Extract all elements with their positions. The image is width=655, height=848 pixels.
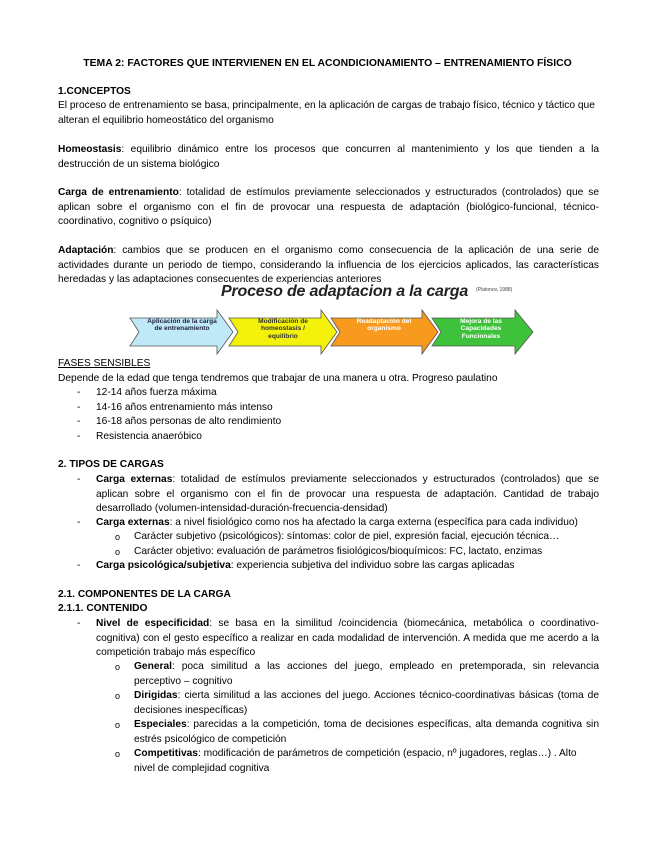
carga-definition: : totalidad de estímulos previamente seleccionados y estructurados (controlados) que se aplican sobre el organismo con el fin de provocar una respuesta de adaptación (biológico-funcional, técnico-coordinativo, cognitivo o psíquico) xyxy=(58,187,599,228)
arrow-step-2-label: Modificación de homeostasis / equilibrio xyxy=(258,318,308,340)
section-heading-conceptos: 1.CONCEPTOS xyxy=(58,86,131,97)
section-heading-componentes: 2.1. COMPONENTES DE LA CARGA xyxy=(58,589,231,600)
conceptos-intro: El proceso de entrenamiento se basa, principalmente, en la aplicación de cargas de trabajo físico, técnico y táctico que alteran el equilibrio homeostático del organismo xyxy=(58,100,595,126)
subsection-heading-contenido: 2.1.1. CONTENIDO xyxy=(58,603,148,614)
homeostasis-term: Homeostasis xyxy=(58,144,122,155)
adaptacion-term: Adaptación xyxy=(58,245,114,256)
diagram-title: Proceso de adaptacion a la carga xyxy=(221,283,469,300)
carga-term: Carga de entrenamiento xyxy=(58,187,179,198)
section-heading-tipos: 2. TIPOS DE CARGAS xyxy=(58,459,164,470)
fases-heading: FASES SENSIBLES xyxy=(58,358,151,369)
arrow-step-4-label: Mejora de las Capacidades Funcionales xyxy=(460,318,502,340)
diagram-source: (Platonov, 1988) xyxy=(476,287,513,293)
adaptation-process-diagram xyxy=(125,280,537,358)
arrow-step-1-label: Aplicación de la carga de entrenamiento xyxy=(147,318,217,333)
document-page: TEMA 2: FACTORES QUE INTERVIENEN EN EL ACONDICIONAMIENTO – ENTRENAMIENTO FÍSICO 1.CONCEPTOS El proceso de entrenamiento se basa, principalmente, en la aplicación de cargas de trabajo físico, técnico y táctico que alteran el equilibrio homeostático del organismo Homeostasis: equilibrio dinámico entre los procesos que concurren al mantenimiento y los que tienden a la destrucción de un sistema biológico Carga de entrenamiento: totalidad de estímulos previamente seleccionados y estructurados (controlados) que se aplican sobre el organismo con el fin de provocar una respuesta de adaptación (biológico-funcional, técnico-coordinativo, cognitivo o psíquico) Adaptación: cambios que se producen en el organismo como consecuencia de la aplicación de una serie de actividades durante un periodo de tiempo, considerando la influencia de los ejercicios aplicados, las características heredadas y las adaptaciones consecuentes de experiencias anteriores Proceso de adaptacion a la carga (Platonov, 1988) Aplicación de la carga de entrenamiento Modificación de homeostasis / equilibrio Readaptación del organismo Mejora de las Capacidades Funcionales FASES SENSIBLES Depende de la edad que tenga tendremos que trabajar de una manera u otra. Progreso paulatino - 12-14 años fuerza máxima - 14-16 años entrenamiento más intenso - 16-18 años personas de alto rendimiento - Resistencia anaeróbico 2. TIPOS DE CARGAS - Carga externas: totalidad de estímulos previamente seleccionados y estructurados (controlados) que se aplican sobre el organismo con el fin de provocar una respuesta de adaptación. Cantidad de trabajo desarrollado (volumen-intensidad-duración-frecuencia-densidad) - Carga externas: a nivel fisiológico como nos ha afectado la carga externa (específica para cada individuo) o Carácter subjetivo (psicológicos): síntomas: color de piel, expresión facial, ejecución técnica… o Carácter objetivo: evaluación de parámetros fisiológicos/bioquímicos: FC, lactato, enzimas - Carga psicológica/subjetiva: experiencia subjetiva del individuo sobre las cargas aplicadas 2.1. COMPONENTES DE LA CARGA 2.1.1. CONTENIDO - Nivel de especificidad: se basa en la similitud /coincidencia (biomecánica, metabólica o coordinativo-cognitiva) con el gesto específico a realizar en cada modalidad de intervención. A medida que me acerdo a la competición trabajo más específico o General: poca similitud a las acciones del juego, empleado en pretemporada, sin relevancia perceptivo – cognitivo o Dirigidas: cierta similitud a las acciones del juego. Acciones técnico-coordinativas básicas (toma de decisiones inespecíficas) o Especiales: parecidas a la competición, toma de decisiones específicas, alta demanda cognitiva sin estrés psicológico de competición o Competitivas: modificación de parámetros de competición (espacio, nº jugadores, reglas…) . Alto nivel de complejidad cognitiva xyxy=(0,0,655,848)
arrow-step-3-label: Readaptación del organismo xyxy=(356,318,412,333)
adaptacion-definition: : cambios que se producen en el organismo como consecuencia de la aplicación de una serie de actividades durante un periodo de tiempo, considerando la influencia de los ejercicios aplicados, las características heredadas y las adaptaciones consecuentes de experiencias anteriores xyxy=(58,245,599,286)
fases-intro: Depende de la edad que tenga tendremos que trabajar de una manera u otra. Progreso paulatino xyxy=(58,373,498,384)
carga-paragraph xyxy=(58,186,599,230)
homeostasis-definition: : equilibrio dinámico entre los procesos que concurren al mantenimiento y los que tienden a la destrucción de un sistema biológico xyxy=(58,144,599,170)
page-title: TEMA 2: FACTORES QUE INTERVIENEN EN EL ACONDICIONAMIENTO – ENTRENAMIENTO FÍSICO xyxy=(83,58,572,69)
homeostasis-paragraph xyxy=(58,143,599,172)
